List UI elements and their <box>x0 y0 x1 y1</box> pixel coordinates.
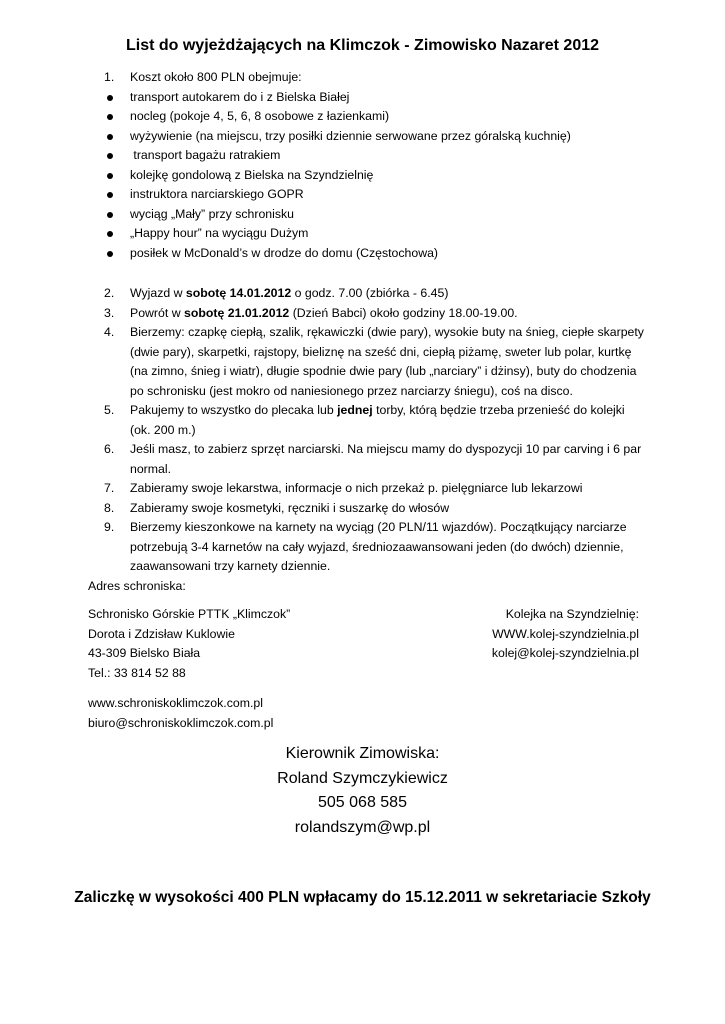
item-text: Koszt około 800 PLN obejmuje: <box>130 70 302 84</box>
bullet-icon <box>107 192 113 198</box>
item-text: Pakujemy to wszystko do plecaka lub <box>130 403 338 417</box>
item-text: Wyjazd w <box>130 286 186 300</box>
item-text: Zabieramy swoje kosmetyki, ręczniki i suszarkę do włosów <box>130 500 450 515</box>
list-item-9 <box>88 518 648 577</box>
deposit-note: Zaliczkę w wysokości 400 PLN wpłacamy do 15.12.2011 w sekretariacie Szkoły <box>74 889 651 906</box>
bullet-text: nocleg (pokoje 4, 5, 6, 8 osobowe z łazienkami) <box>130 109 390 123</box>
item-number: 2. <box>104 286 115 300</box>
bullet-icon <box>107 173 113 179</box>
bullet-text: transport bagażu ratrakiem <box>130 148 281 162</box>
item-line: normal. <box>130 461 172 476</box>
bullet-item <box>88 205 648 225</box>
item-date-bold: sobotę 21.01.2012 <box>184 305 290 320</box>
cost-section <box>88 68 648 263</box>
address-line: Dorota i Zdzisław Kuklowie <box>88 626 235 641</box>
bullet-item <box>88 107 648 127</box>
bullet-item <box>88 146 648 166</box>
item-text: torby, którą będzie trzeba przenieść do kolejki <box>372 403 625 417</box>
list-item-1 <box>88 68 648 88</box>
item-text: Powrót w <box>130 305 184 320</box>
item-line: zaawansowani trzy karnety dziennie. <box>130 559 331 573</box>
item-number: 5. <box>104 403 115 417</box>
address-line: Schronisko Górskie PTTK „Klimczok” <box>88 607 291 621</box>
bullet-icon <box>107 231 113 237</box>
list-item-4 <box>88 323 648 401</box>
numbered-list <box>88 284 648 577</box>
shelter-website-link[interactable]: www.schroniskoklimczok.com.pl <box>88 696 263 710</box>
item-date-bold: sobotę 14.01.2012 <box>185 286 292 300</box>
bullet-icon <box>107 114 113 120</box>
bullet-item <box>88 244 648 264</box>
bullet-icon <box>107 153 113 159</box>
leader-name: Roland Szymczykiewicz <box>277 769 448 787</box>
bullet-text: wyżywienie (na miejscu, trzy posiłki dziennie serwowane przez góralską kuchnię) <box>130 128 571 143</box>
leader-title: Kierownik Zimowiska: <box>285 745 440 762</box>
list-item-8 <box>88 499 648 519</box>
bullet-icon <box>107 134 113 140</box>
list-item-3 <box>88 304 648 324</box>
item-line: (ok. 200 m.) <box>130 422 196 437</box>
list-item-7 <box>88 479 648 499</box>
item-line: Bierzemy: czapkę ciepłą, szalik, rękawiczki (dwie pary), wysokie buty na śnieg, ciepłe skarpety <box>130 325 644 339</box>
bullet-text: posiłek w McDonald’s w drodze do domu (Częstochowa) <box>130 245 439 260</box>
bullet-item <box>88 185 648 205</box>
address-label: Adres schroniska: <box>88 579 186 593</box>
bullet-text: wyciąg „Mały” przy schronisku <box>130 206 294 221</box>
item-line: (dwie pary), skarpetki, rajstopy, bieliznę na sześć dni, ciepłą piżamę, sweter lub polar, kurtkę <box>130 344 632 359</box>
camp-leader <box>0 742 725 840</box>
leader-phone: 505 068 585 <box>318 794 407 811</box>
address-line: 43-309 Bielsko Biała <box>88 646 201 660</box>
item-number: 9. <box>104 520 115 534</box>
bullet-text: transport autokarem do i z Bielska Białej <box>130 89 350 104</box>
item-text: Zabieramy swoje lekarstwa, informacje o nich przekaż p. pielęgniarce lub lekarzowi <box>130 481 583 495</box>
leader-email-link[interactable]: rolandszym@wp.pl <box>294 818 431 836</box>
list-item-6 <box>88 440 648 479</box>
bullet-item <box>88 166 648 186</box>
shelter-email-link[interactable]: biuro@schroniskoklimczok.com.pl <box>88 715 274 730</box>
bullet-text: „Happy hour” na wyciągu Dużym <box>130 226 309 240</box>
shelter-web-contacts <box>88 694 273 733</box>
item-number: 3. <box>104 305 115 320</box>
item-line: (na zimno, śnieg i wiatr), długie spodnie dwie pary (lub „narciary” i dżinsy), buty do chodzenia <box>130 364 637 378</box>
railway-website-link[interactable]: WWW.kolej-szyndzielnia.pl <box>492 626 639 641</box>
item-text: (Dzień Babci) około godziny 18.00-19.00. <box>289 305 518 320</box>
bullet-icon <box>107 212 113 218</box>
item-line: potrzebują 3-4 karnetów na cały wyjazd, średniozaawansowani jeden (do dwóch) dziennie, <box>130 539 624 554</box>
phone-number: Tel.: 33 814 52 88 <box>88 665 186 680</box>
item-number: 7. <box>104 481 115 495</box>
item-number: 4. <box>104 325 115 339</box>
item-line: po schronisku (jest mokro od naniesionego przez narciarzy śniegu), coś na disco. <box>130 383 573 398</box>
item-number: 1. <box>104 70 115 84</box>
bullet-item <box>88 127 648 147</box>
bullet-item <box>88 224 648 244</box>
bullet-icon <box>107 95 113 101</box>
item-number: 6. <box>104 442 115 456</box>
railway-email-link[interactable]: kolej@kolej-szyndzielnia.pl <box>491 646 639 660</box>
bullet-item <box>88 88 648 108</box>
bullet-icon <box>107 251 113 257</box>
list-item-5 <box>88 401 648 440</box>
shelter-address <box>88 605 290 683</box>
item-number: 8. <box>104 500 115 515</box>
railway-title: Kolejka na Szyndzielnię: <box>505 607 639 621</box>
item-bold-word: jednej <box>337 403 373 417</box>
bullet-text: kolejkę gondolową z Bielska na Szyndzielnię <box>130 167 374 182</box>
railway-info <box>492 605 639 664</box>
item-line: Bierzemy kieszonkowe na karnety na wyciąg (20 PLN/11 wjazdów). Początkujący narciarze <box>130 520 627 534</box>
bullet-text: instruktora narciarskiego GOPR <box>130 187 304 201</box>
list-item-2 <box>88 284 648 304</box>
item-text: o godz. 7.00 (zbiórka - 6.45) <box>291 286 449 300</box>
item-line: Jeśli masz, to zabierz sprzęt narciarski. Na miejscu mamy do dyspozycji 10 par carving i 6 par <box>130 442 642 456</box>
page-title: List do wyjeżdżających na Klimczok - Zimowisko Nazaret 2012 <box>125 37 600 54</box>
